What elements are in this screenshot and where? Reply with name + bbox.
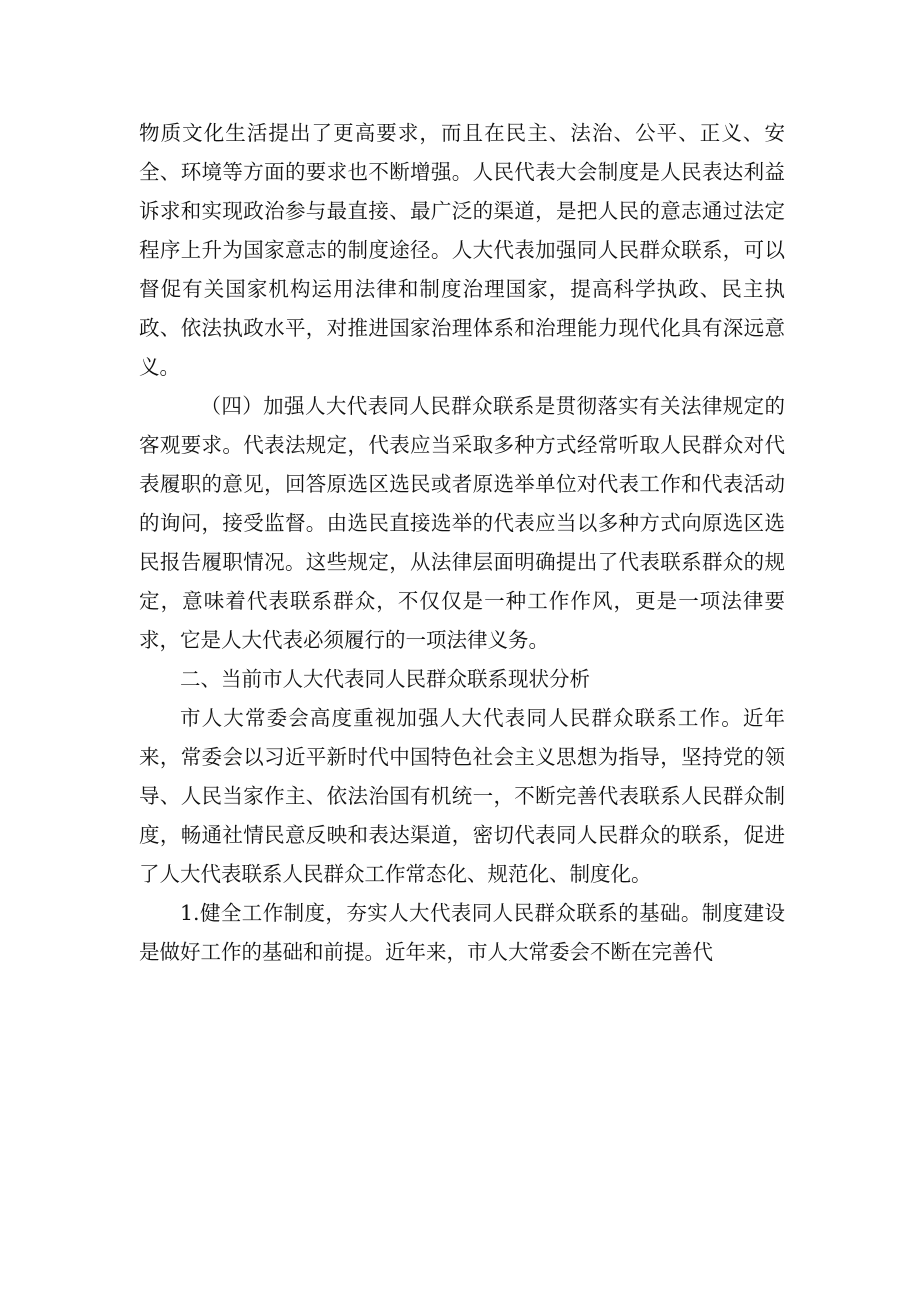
section-heading-two: 二、当前市人大代表同人民群众联系现状分析 (180, 667, 590, 691)
paragraph-continuation: 物质文化生活提出了更高要求，而且在民主、法治、公平、正义、安全、环境等方面的要求也不断增强。人民代表大会制度是人民表达利益诉求和实现政治参与最直接、最广泛的渠道，是把人民的意志通过法定程序上升为国家意志的制度途径。人大代表加强同人民群众联系，可以督促有关国家机构运用法律和制度治理国家，提高科学执政、民主执政、依法执政水平，对推进国家治理体系和治理能力现代化具有深远意义。 (139, 121, 785, 379)
document-body (139, 114, 785, 972)
paragraph-overview: 市人大常委会高度重视加强人大代表同人民群众联系工作。近年来，常委会以习近平新时代中国特色社会主义思想为指导，坚持党的领导、人民当家作主、依法治国有机统一，不断完善代表联系人民群众制度，畅通社情民意反映和表达渠道，密切代表同人民群众的联系，促进了人大代表联系人民群众工作常态化、规范化、制度化。 (139, 706, 785, 886)
paragraph-section-four: （四）加强人大代表同人民群众联系是贯彻落实有关法律规定的客观要求。代表法规定，代表应当采取多种方式经常听取人民群众对代表履职的意见，回答原选区选民或者原选举单位对代表工作和代表活动的询问，接受监督。由选民直接选举的代表应当以多种方式向原选区选民报告履职情况。这些规定，从法律层面明确提出了代表联系群众的规定，意味着代表联系群众，不仅仅是一种工作作风，更是一项法律要求，它是人大代表必须履行的一项法律义务。 (139, 394, 785, 652)
paragraph-item-one: 1.健全工作制度，夯实人大代表同人民群众联系的基础。制度建设是做好工作的基础和前提。近年来，市人大常委会不断在完善代 (139, 901, 785, 964)
